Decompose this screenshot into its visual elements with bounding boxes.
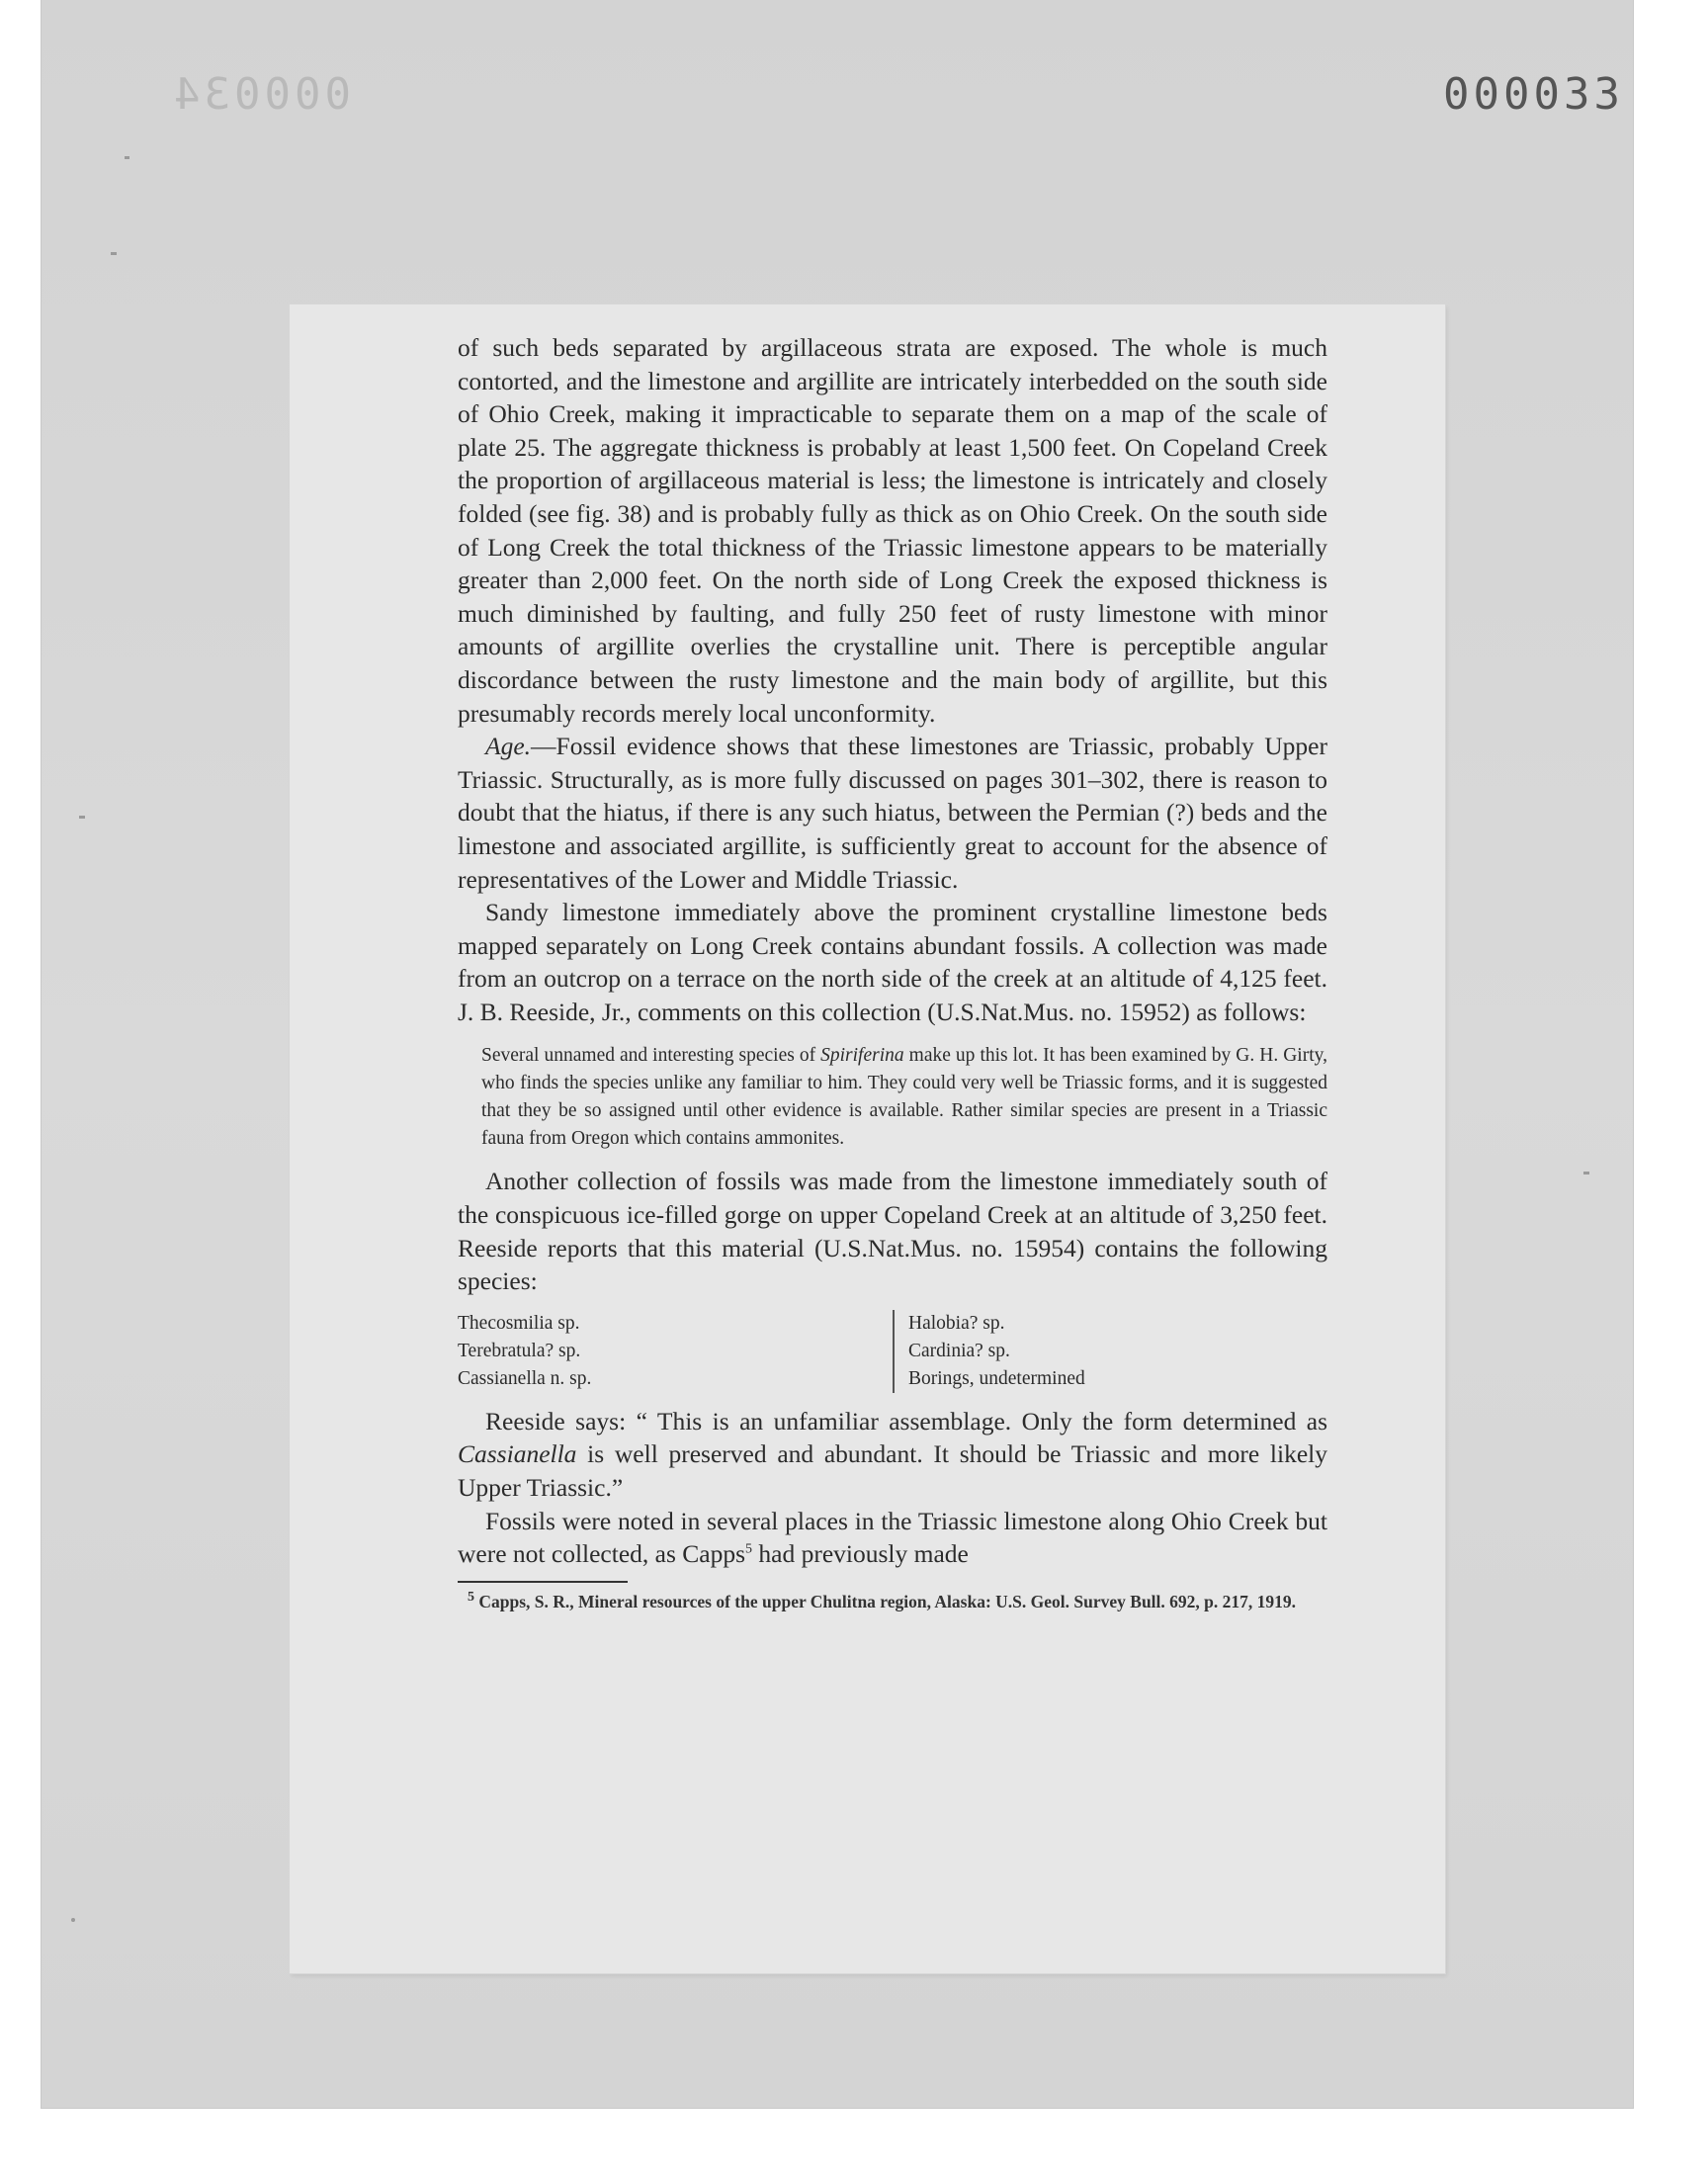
paragraph-5 bbox=[458, 1405, 1327, 1505]
text-column bbox=[458, 331, 1327, 1613]
footnote bbox=[458, 1591, 1327, 1613]
document-page bbox=[290, 304, 1445, 1973]
scan-background bbox=[42, 0, 1633, 2108]
age-heading: Age. bbox=[485, 732, 532, 761]
page-stamp: 000033 bbox=[1443, 69, 1624, 120]
species-item: Thecosmilia sp. bbox=[458, 1312, 580, 1334]
footnote-rule bbox=[458, 1581, 628, 1583]
paragraph-6-text: had previously made bbox=[752, 1539, 969, 1569]
quote-text: make up this lot. It has been examined by G. H. Girty, who finds the species unlike any familiar to him. They could very well be Triassic forms, and it is suggested that they be so assigned until other evidence is available. Rather similar species are present in a Triassic fauna from Oregon which contains ammonites. bbox=[481, 1045, 1327, 1150]
scan-speck bbox=[125, 156, 129, 159]
footnote-marker: 5 bbox=[468, 1589, 474, 1605]
paragraph-5-genus: Cassianella bbox=[458, 1439, 577, 1469]
species-item: Halobia? sp. bbox=[908, 1312, 1005, 1334]
paragraph-5-text: is well preserved and abundant. It should be Triassic and more likely Upper Triassic.” bbox=[458, 1439, 1327, 1503]
species-item: Cassianella n. sp. bbox=[458, 1367, 592, 1389]
mirrored-page-stamp: 000034 bbox=[170, 69, 351, 120]
scan-speck bbox=[111, 252, 117, 255]
reeside-quote bbox=[481, 1042, 1327, 1153]
quote-text: Several unnamed and interesting species of bbox=[481, 1045, 821, 1067]
species-list bbox=[458, 1310, 1327, 1393]
species-column-left bbox=[458, 1310, 893, 1393]
scan-speck bbox=[71, 1918, 75, 1922]
species-item: Cardinia? sp. bbox=[908, 1340, 1010, 1361]
species-item: Terebratula? sp. bbox=[458, 1340, 581, 1361]
paragraph-5-text: Reeside says: “ This is an unfamiliar assemblage. Only the form determined as bbox=[485, 1406, 1327, 1436]
paragraph-3: Sandy limestone immediately above the prominent crystalline limestone beds mapped separately on Long Creek contains abundant fossils. A collection was made from an outcrop on a terrace on the north side of the creek at an altitude of 4,125 feet. J. B. Reeside, Jr., comments on this collection (U.S.Nat.Mus. no. 15952) as follows: bbox=[458, 898, 1327, 1026]
paragraph-1: of such beds separated by argillaceous strata are exposed. The whole is much contorted, and the limestone and argillite are intricately interbedded on the south side of Ohio Creek, making it impracticable to separate them on a map of the scale of plate 25. The aggregate thickness is probably at least 1,500 feet. On Copeland Creek the proportion of argillaceous material is less; the limestone is intricately and closely folded (see fig. 38) and is probably fully as thick as on Ohio Creek. On the south side of Long Creek the total thickness of the Triassic limestone appears to be materially greater than 2,000 feet. On the north side of Long Creek the exposed thickness is much diminished by faulting, and fully 250 feet of rusty limestone with minor amounts of argillite overlies the crystalline unit. There is perceptible angular discordance between the rusty limestone and the main body of argillite, but this presumably records merely local unconformity. bbox=[458, 333, 1327, 728]
quote-genus: Spiriferina bbox=[820, 1045, 904, 1067]
footnote-reference: 5 bbox=[745, 1541, 753, 1557]
scan-speck bbox=[1583, 1172, 1589, 1174]
scan-speck bbox=[79, 816, 85, 819]
age-text: —Fossil evidence shows that these limestones are Triassic, probably Upper Triassic. Structurally, as is more fully discussed on pages 301–302, there is reason to doubt that the hiatus, if there is any such hiatus, between the Permian (?) beds and the limestone and associated argillite, is sufficiently great to account for the absence of representatives of the Lower and Middle Triassic. bbox=[458, 732, 1327, 894]
paragraph-6 bbox=[458, 1505, 1327, 1571]
paragraph-4: Another collection of fossils was made from the limestone immediately south of the conspicuous ice-filled gorge on upper Copeland Creek at an altitude of 3,250 feet. Reeside reports that this material (U.S.Nat.Mus. no. 15954) contains the following species: bbox=[458, 1167, 1327, 1296]
species-column-right bbox=[893, 1310, 1324, 1393]
species-item: Borings, undetermined bbox=[908, 1367, 1085, 1389]
footnote-text: Capps, S. R., Mineral resources of the upper Chulitna region, Alaska: U.S. Geol. Survey Bull. 692, p. 217, 1919. bbox=[478, 1591, 1297, 1611]
paragraph-6-text: Fossils were noted in several places in the Triassic limestone along Ohio Creek but were not collected, as Capps bbox=[458, 1506, 1327, 1569]
paragraph-age bbox=[458, 730, 1327, 896]
